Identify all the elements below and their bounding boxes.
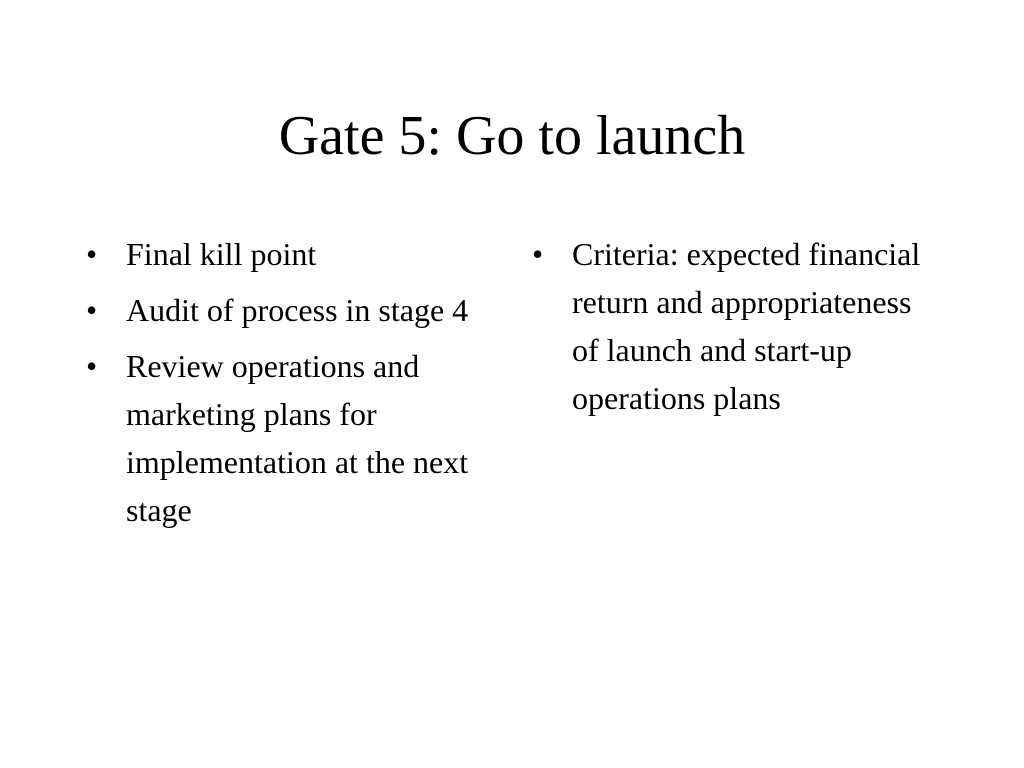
slide-title: Gate 5: Go to launch	[278, 105, 746, 167]
bullet-text: Final kill point	[126, 236, 317, 272]
bullet-item	[86, 342, 506, 534]
right-bullet-list	[532, 230, 932, 430]
bullet-text: Audit of process in stage 4	[126, 292, 469, 328]
bullet-icon: •	[86, 292, 98, 328]
bullet-icon: •	[86, 348, 98, 384]
left-bullet-list	[86, 230, 506, 542]
bullet-item	[86, 230, 506, 278]
bullet-item	[532, 230, 932, 422]
bullet-icon: •	[532, 236, 544, 272]
bullet-icon: •	[86, 236, 98, 272]
bullet-text: Criteria: expected financial return and appropriateness of launch and start-up operations plans	[572, 236, 921, 416]
bullet-item	[86, 286, 506, 334]
bullet-text: Review operations and marketing plans for implementation at the next stage	[126, 348, 469, 528]
